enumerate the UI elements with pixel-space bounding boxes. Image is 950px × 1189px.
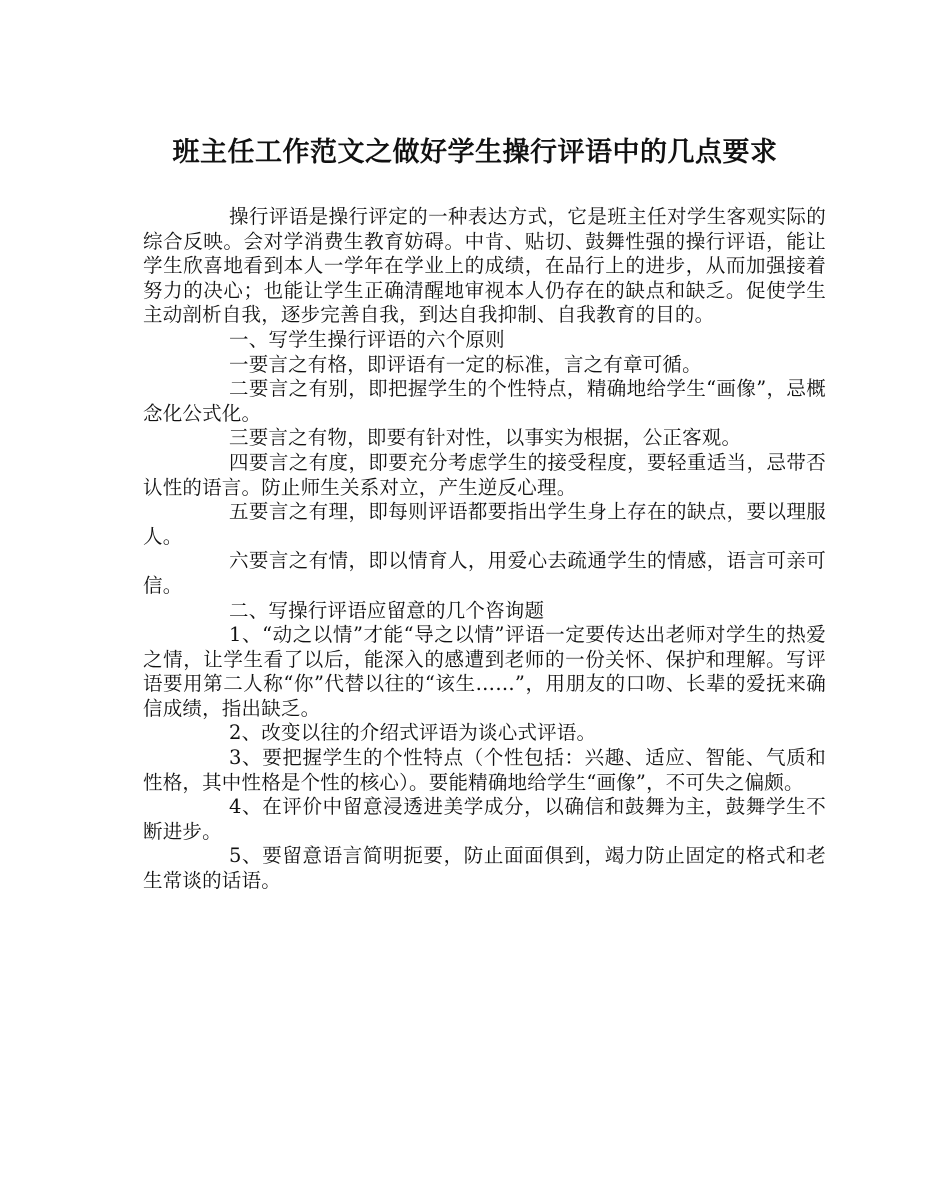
issue-1: 1、“动之以情”才能“导之以情”评语一定要传达出老师对学生的热爱之情，让学生看了以后，能深入的感遭到老师的一份关怀、保护和理解。写评语要用第二人称“你”代替以往的“该生……”，用朋友的口吻、长辈的爱抚来确信成绩，指出缺乏。 [143,623,826,720]
section-heading-principles: 一、写学生操行评语的六个原则 [229,327,505,351]
section-heading-issues: 二、写操行评语应留意的几个咨询题 [229,598,545,622]
principle-6: 六要言之有情，即以情育人，用爱心去疏通学生的情感，语言可亲可信。 [143,549,826,597]
issue-5: 5、要留意语言简明扼要，防止面面俱到，竭力防止固定的格式和老生常谈的话语。 [143,844,826,893]
issue-4: 4、在评价中留意浸透进美学成分，以确信和鼓舞为主，鼓舞学生不断进步。 [143,795,826,843]
principle-1: 一要言之有格，即评语有一定的标准，言之有章可循。 [229,352,702,376]
intro-paragraph: 操行评语是操行评定的一种表达方式，它是班主任对学生客观实际的综合反映。会对学消费生教育妨碍。中肯、贴切、鼓舞性强的操行评语，能让学生欣喜地看到本人一学年在学业上的成绩，在品行上的进步，从而加强接着努力的决心；也能让学生正确清醒地审视本人仍存在的缺点和缺乏。促使学生主动剖析自我，逐步完善自我，到达自我抑制、自我教育的目的。 [143,205,826,327]
principle-5: 五要言之有理，即每则评语都要指出学生身上存在的缺点，要以理服人。 [143,500,826,548]
document-title: 班主任工作范文之做好学生操行评语中的几点要求 [172,137,778,168]
principle-3: 三要言之有物，即要有针对性，以事实为根据，公正客观。 [229,426,742,450]
issue-2: 2、改变以往的介绍式评语为谈心式评语。 [229,721,597,745]
document-body [143,205,826,894]
principle-2: 二要言之有别，即把握学生的个性特点，精确地给学生“画像”，忌概念化公式化。 [143,377,826,425]
issue-3: 3、要把握学生的个性特点（个性包括：兴趣、适应、智能、气质和性格，其中性格是个性的核心）。要能精确地给学生“画像”，不可失之偏颇。 [143,746,826,794]
principle-4: 四要言之有度，即要充分考虑学生的接受程度，要轻重适当，忌带否认性的语言。防止师生关系对立，产生逆反心理。 [143,450,826,499]
